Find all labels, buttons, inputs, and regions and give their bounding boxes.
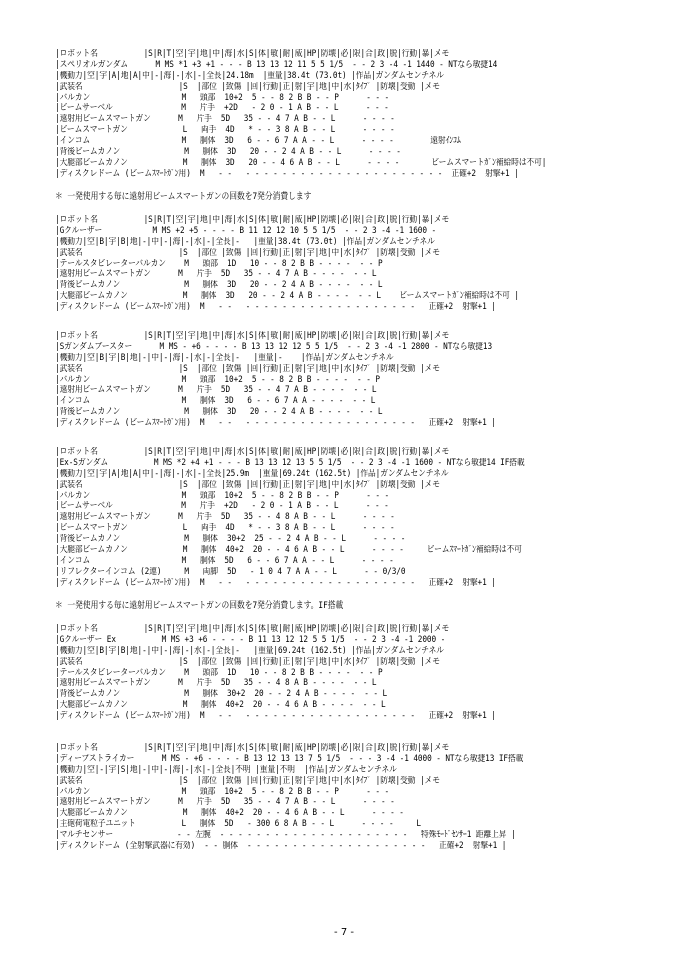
stats-row: |Ex-Sガンダム M MS *2 +4 +1 - - - B 13 13 12 13 5 5 1/5 - - 2 3 -4 -1 1600 - NTなら敏捷14 IF搭載 <box>55 457 525 468</box>
weapon-row: |ディスクレドーム (全射撃武器に有効) - - 胴体 - - - - - - - - - - - - - - - - - - - - 正確+2 射撃+1 | <box>55 841 507 852</box>
weapon-header-row: |武装名 |S |部位 |致傷 |回|行動|正|射|宇|地|中|水|ﾀｲﾌﾟ |防壊|受動 |メモ <box>55 81 440 92</box>
weapon-row: |バルカン M 頭部 10+2 5 - - 8 2 B B - - P - - - <box>55 490 390 501</box>
stats-row: |Gクルーザー M MS +2 +5 - - - - B 11 12 12 10 5 5 1/5 - - 2 3 -4 -1 1600 - <box>55 225 437 236</box>
weapon-row: |ディスクレドーム (ビームｽﾏｰﾄｶﾞﾝ用) M - - - - - - - - - - - - - - - - - - - - - 正確+2 射撃+1 | <box>55 418 496 429</box>
weapon-header-row: |武装名 |S |部位 |致傷 |回|行動|正|射|宇|地|中|水|ﾀｲﾌﾟ |防壊|受動 |メモ <box>55 247 440 258</box>
header-row: |ロボット名 |S|R|T|空|宇|地|中|海|水|S|体|敏|耐|威|HP|防壊|必|限|合|政|脱|行動|暴|メモ <box>55 743 450 753</box>
weapon-row: |主砲荷電粒子ユニット L 胴体 5D - 300 6 8 A B - - L - - - - L <box>55 819 421 830</box>
header-row: |ロボット名 |S|R|T|空|宇|地|中|海|水|S|体|敏|耐|威|HP|防壊|必|限|合|政|脱|行動|暴|メモ <box>55 331 450 341</box>
weapon-header-row: |武装名 |S |部位 |致傷 |回|行動|正|射|宇|地|中|水|ﾀｲﾌﾟ |防壊|受動 |メモ <box>55 363 440 374</box>
mobility-row: |機動力|空|-|宇|S|地|-|中|-|海|-|水|-|全長|不明 |重量|不明 |作品|ガンダムセンチネル <box>55 764 397 775</box>
weapon-row: |遠射用ビームスマートガン M 片手 5D 35 - - 4 8 A B - - - - - - L <box>55 678 377 689</box>
weapon-row: |大腿部ビームカノン M 胴体 40+2 20 - - 4 6 A B - - - - - - L <box>55 700 386 711</box>
weapon-row: |大腿部ビームカノン M 胴体 40+2 20 - - 4 6 A B - - L - - - - <box>55 808 404 819</box>
weapon-row: |インコム M 胴体 5D 6 - - 6 7 A A - - L - - - - <box>55 555 394 566</box>
header-row: |ロボット名 |S|R|T|空|宇|地|中|海|水|S|体|敏|耐|威|HP|防壊|必|限|合|政|脱|行動|暴|メモ <box>55 624 450 634</box>
mobility-row: |機動力|空|宇|A|地|A|中|-|海|-|水|-|全長|24.18m |重量|38.4t (73.0t) |作品|ガンダムセンチネル <box>55 70 444 81</box>
footnote: ＊ 一発使用する毎に遠射用ビームスマートガンの回数を7発分消費します <box>55 192 312 202</box>
weapon-row: |大腿部ビームカノン M 胴体 3D 20 - - 2 4 A B - - - - - - L ビームスマートｶﾞﾝ補給時は不可 | <box>55 291 519 302</box>
robot-block-s-gundam-booster <box>55 331 640 429</box>
weapon-row: |テールスタビレーターバルカン M 頭部 1D 10 - - 8 2 B B - - - - - - P <box>55 258 383 269</box>
weapon-row: |バルカン M 頭部 10+2 5 - - 8 2 B B - - - - - - P <box>55 374 380 385</box>
weapon-row: |インコム M 胴体 3D 6 - - 6 7 A A - - L - - - - 遠射ｲﾝｺﾑ <box>55 136 461 147</box>
weapon-row: |背後ビームカノン M 胴体 3D 20 - - 2 4 A B - - - - - - L <box>55 407 383 418</box>
mobility-row: |機動力|空|宇|A|地|A|中|-|海|-|水|-|全長|25.9m |重量|69.24t (162.5t) |作品|ガンダムセンチネル <box>55 468 449 479</box>
weapon-row: |大腿部ビームカノン M 胴体 3D 20 - - 4 6 A B - - L - - - - ビームスマートｶﾞﾝ補給時は不可| <box>55 157 547 168</box>
robot-block-g-cruiser <box>55 215 640 313</box>
header-row: |ロボット名 |S|R|T|空|宇|地|中|海|水|S|体|敏|耐|威|HP|防壊|必|限|合|政|脱|行動|暴|メモ <box>55 447 450 457</box>
weapon-row: |バルカン M 頭部 10+2 5 - - 8 2 B B - - P - - - <box>55 786 390 797</box>
weapon-row: |大腿部ビームカノン M 胴体 40+2 20 - - 4 6 A B - - L - - - - ビームｽﾏｰﾄｶﾞﾝ補給時は不可 <box>55 545 522 556</box>
weapon-row: |ディスクレドーム (ビームｽﾏｰﾄｶﾞﾝ用) M - - - - - - - - - - - - - - - - - - - - - 正確+2 射撃+1 | <box>55 711 496 722</box>
weapon-row: |ビームスマートガン L 両手 4D * - - 3 8 A B - - L - - - - <box>55 523 395 534</box>
stats-row: |Sガンダムブースター M MS - +6 - - - - B 13 13 12 12 5 5 1/5 - - 2 3 -4 -1 2800 - NTなら敏捷13 <box>55 341 493 352</box>
weapon-row: |遠射用ビームスマートガン M 片手 5D 35 - - 4 8 A B - - L - - - - <box>55 512 395 523</box>
weapon-row: |背後ビームカノン M 胴体 30+2 25 - - 2 4 A B - - L - - - - <box>55 534 406 545</box>
stats-row: |ディープストライカー M MS - +6 - - - - B 13 12 13 13 7 5 1/5 - - - 3 -4 -1 4000 - NTなら敏捷13 IF搭載 <box>55 753 524 764</box>
mobility-row: |機動力|空|B|宇|B|地|-|中|-|海|-|水|-|全長|- |重量|69.24t (162.5t) |作品|ガンダムセンチネル <box>55 645 444 656</box>
weapon-row: |遠射用ビームスマートガン M 片手 5D 35 - - 4 7 A B - - L - - - - <box>55 797 395 808</box>
mobility-row: |機動力|空|B|宇|B|地|-|中|-|海|-|水|-|全長|- |重量|38.4t (73.0t) |作品|ガンダムセンチネル <box>55 236 435 247</box>
weapon-header-row: |武装名 |S |部位 |致傷 |回|行動|正|射|宇|地|中|水|ﾀｲﾌﾟ |防壊|受動 |メモ <box>55 656 440 667</box>
header-row: |ロボット名 |S|R|T|空|宇|地|中|海|水|S|体|敏|耐|威|HP|防壊|必|限|合|政|脱|行動|暴|メモ <box>55 49 450 59</box>
weapon-row: |ディスクレドーム (ビームｽﾏｰﾄｶﾞﾝ用) M - - - - - - - - - - - - - - - - - - - - - 正確+2 射撃+1 | <box>55 302 496 313</box>
mobility-row: |機動力|空|B|宇|B|地|-|中|-|海|-|水|-|全長|- |重量|- |作品|ガンダムセンチネル <box>55 352 394 363</box>
weapon-row: |背後ビームカノン M 胴体 30+2 20 - - 2 4 A B - - - - - - L <box>55 689 388 700</box>
weapon-row: |遠射用ビームスマートガン M 片手 5D 35 - - 4 7 A B - - - - - - L <box>55 269 377 280</box>
weapon-row: |インコム M 胴体 3D 6 - - 6 7 A A - - - - - - L <box>55 396 376 407</box>
weapon-row: |背後ビームカノン M 胴体 3D 20 - - 2 4 A B - - - - - - L <box>55 280 383 291</box>
weapon-row: |テールスタビレーターバルカン M 頭部 1D 10 - - 8 2 B B - - - - - - P <box>55 667 383 678</box>
stats-row: |Gクルーザー Ex M MS +3 +6 - - - - B 11 13 12 12 5 5 1/5 - - 2 3 -4 -1 2000 - <box>55 634 446 645</box>
footnote: ＊ 一発使用する毎に遠射用ビームスマートガンの回数を7発分消費します。IF搭載 <box>55 601 344 611</box>
weapon-row: |背後ビームカノン M 胴体 3D 20 - - 2 4 A B - - L - - - - <box>55 147 401 158</box>
weapon-row: |ディスクレドーム (ビームｽﾏｰﾄｶﾞﾝ用) M - - - - - - - - - - - - - - - - - - - - - - - - 正確+2 射撃+1 | <box>55 168 519 179</box>
weapon-row: |ディスクレドーム (ビームｽﾏｰﾄｶﾞﾝ用) M - - - - - - - - - - - - - - - - - - - - - 正確+2 射撃+1 | <box>55 577 496 588</box>
weapon-row: |遠射用ビームスマートガン M 片手 5D 35 - - 4 7 A B - - L - - - - <box>55 114 395 125</box>
header-row: |ロボット名 |S|R|T|空|宇|地|中|海|水|S|体|敏|耐|威|HP|防壊|必|限|合|政|脱|行動|暴|メモ <box>55 215 450 225</box>
weapon-row: |マルチセンサー - - 左腕 - - - - - - - - - - - - - - - - - - - - - 特殊ﾓｰﾄﾞｾﾝｻｰ1 距離上昇 | <box>55 830 516 841</box>
stats-row: |スペリオルガンダム M MS *1 +3 +1 - - - B 13 13 12 11 5 5 1/5 - - 2 3 -4 -1 1440 - NTなら敏捷14 <box>55 59 498 70</box>
weapon-row: |バルカン M 頭部 10+2 5 - - 8 2 B B - - P - - - <box>55 92 390 103</box>
weapon-row: |リフレクターインコム (2連) M 両脚 5D - 1 0 4 7 A A - - L - - 0/3/0 <box>55 566 406 577</box>
robot-block-ex-s-gundam <box>55 447 640 589</box>
robot-block-deep-striker <box>55 743 640 852</box>
weapon-row: |遠射用ビームスマートガン M 片手 5D 35 - - 4 7 A B - - - - - - L <box>55 385 377 396</box>
robot-block-g-cruiser-ex <box>55 624 640 722</box>
page-number: - 7 - <box>334 927 354 938</box>
weapon-header-row: |武装名 |S |部位 |致傷 |回|行動|正|射|宇|地|中|水|ﾀｲﾌﾟ |防壊|受動 |メモ <box>55 775 440 786</box>
weapon-header-row: |武装名 |S |部位 |致傷 |回|行動|正|射|宇|地|中|水|ﾀｲﾌﾟ |防壊|受動 |メモ <box>55 479 440 490</box>
weapon-row: |ビームサーベル M 片手 +2D - 2 0 - 1 A B - - L - - - <box>55 103 389 114</box>
weapon-row: |ビームスマートガン L 両手 4D * - - 3 8 A B - - L - - - - <box>55 125 395 136</box>
weapon-row: |ビームサーベル M 片手 +2D - 2 0 - 1 A B - - L - - - <box>55 501 389 512</box>
robot-block-superior-gundam <box>55 49 640 180</box>
